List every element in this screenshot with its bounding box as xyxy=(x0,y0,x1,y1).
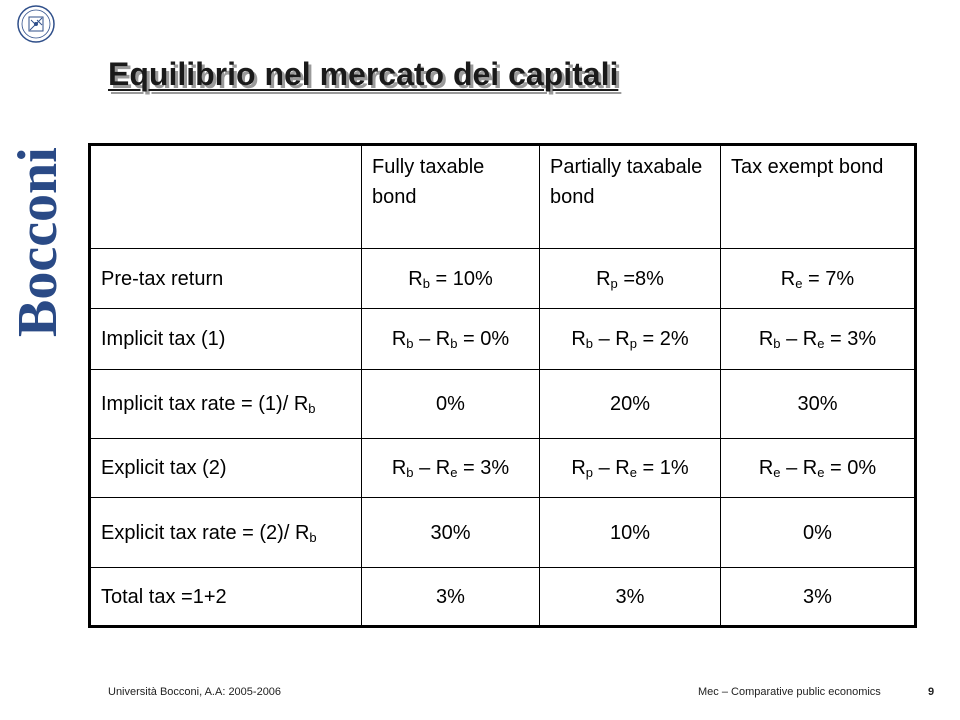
header-cell-partially-taxable: Partially taxabale bond xyxy=(540,145,721,249)
row-label: Explicit tax rate = (2)/ $R_b$ xyxy=(90,498,362,568)
table-cell: 30% xyxy=(362,498,540,568)
header-cell-empty xyxy=(90,145,362,249)
table-cell: $R_b - R_p = 2\%$ xyxy=(540,309,721,370)
table-header-row xyxy=(90,145,916,249)
row-label: Implicit tax (1) xyxy=(90,309,362,370)
table-cell: 30% xyxy=(721,370,916,439)
footer-course: Mec – Comparative public economics xyxy=(698,686,881,698)
footer-institution: Università Bocconi, A.A: 2005-2006 xyxy=(108,686,282,698)
table-row xyxy=(90,309,916,370)
table-cell: $R_b = 10\%$ xyxy=(362,249,540,309)
bocconi-wordmark-logo xyxy=(6,55,70,340)
table-cell: $R_p =8\%$ xyxy=(540,249,721,309)
row-label: Explicit tax (2) xyxy=(90,439,362,498)
table-row xyxy=(90,370,916,439)
table-cell: $R_b - R_e = 3\%$ xyxy=(721,309,916,370)
tax-comparison-table xyxy=(88,143,917,628)
table-cell: 0% xyxy=(721,498,916,568)
table-cell: $R_b - R_b = 0\%$ xyxy=(362,309,540,370)
table-cell: 3% xyxy=(721,568,916,627)
table-row xyxy=(90,439,916,498)
slide-title: Equilibrio nel mercato dei capitali xyxy=(108,56,619,92)
row-label: Total tax =1+2 xyxy=(90,568,362,627)
svg-text:Bocconi: Bocconi xyxy=(7,147,69,337)
table-row xyxy=(90,498,916,568)
table-cell: 10% xyxy=(540,498,721,568)
table-cell: $R_p - R_e = 1\%$ xyxy=(540,439,721,498)
table-cell: 3% xyxy=(540,568,721,627)
page-number: 9 xyxy=(928,686,935,698)
table-cell: 0% xyxy=(362,370,540,439)
table-cell: 3% xyxy=(362,568,540,627)
table-cell: 20% xyxy=(540,370,721,439)
table-row xyxy=(90,249,916,309)
row-label: Implicit tax rate = (1)/ $R_b$ xyxy=(90,370,362,439)
table-cell: $R_e - R_e = 0\%$ xyxy=(721,439,916,498)
row-label: Pre-tax return xyxy=(90,249,362,309)
university-seal-logo xyxy=(16,4,56,44)
table-cell: $R_e = 7\%$ xyxy=(721,249,916,309)
header-cell-fully-taxable: Fully taxable bond xyxy=(362,145,540,249)
table-cell: $R_b - R_e = 3\%$ xyxy=(362,439,540,498)
table-row xyxy=(90,568,916,627)
header-cell-tax-exempt: Tax exempt bond xyxy=(721,145,916,249)
